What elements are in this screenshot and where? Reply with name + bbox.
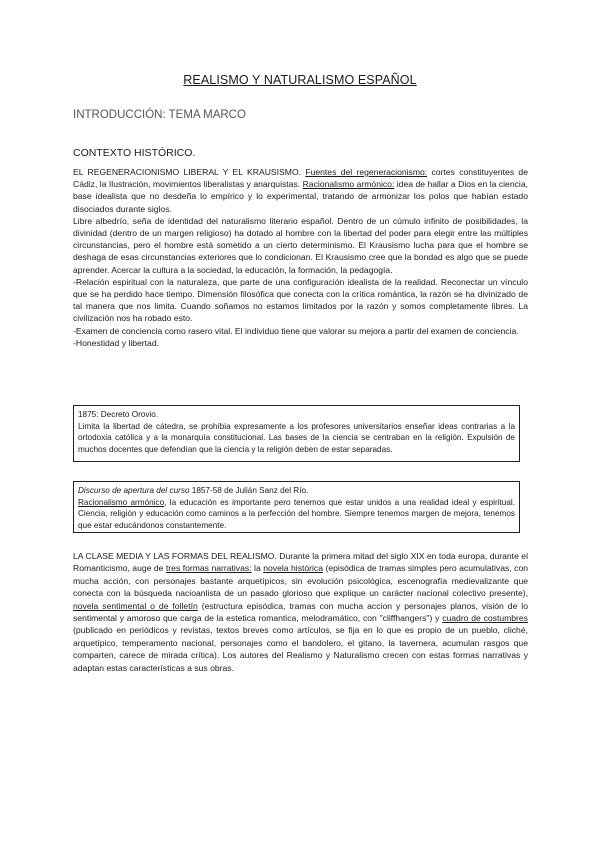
box-body-text: , la educación es importante pero tenemos que estar unidos a una realidad ideal y espiritual. Ciencia, religión y educación como caminos a la perfección del hombre. Siempre tenemos margen de mejora, tenemos que estar educándonos constantemente. bbox=[78, 497, 516, 530]
underlined-term: Racionalismo armónico bbox=[78, 497, 165, 507]
paragraph-text: LA CLASE MEDIA Y LAS FORMAS DEL REALISMO. Durante la primera mitad del siglo XIX en toda europa, durante el Romanticismo, auge de bbox=[73, 551, 528, 574]
underlined-term: tres formas narrativas: bbox=[165, 563, 252, 574]
paragraph-naturaleza: -Relación espiritual con la naturaleza, que parte de una configuración idealista de la realidad. Reconectar un vínculo que se ha perdido hace tiempo. Dimensión filosófica que conecta con la crítica romántica, la razón se ha divinizado de tal manera que nos limita. Cuando soñamos no estamos limitados por la razón y somos completamente libres. La civilización nos ha robado esto. bbox=[73, 276, 528, 324]
box-heading: 1875: Decreto Orovio. bbox=[78, 410, 159, 419]
box-body: Limita la libertad de cátedra, se prohíbia expresamente a los profesores universitarios enseñar ideas contrarias a la ortodoxia católica y a la monarquía constitucional. Las bases de la ciencia se centraban en la religión. Expulsión de muchos docentes que defendían que la ciencia y la religión deben de estar separadas. bbox=[78, 421, 515, 454]
underlined-term: Fuentes del regeneracionismo: bbox=[305, 167, 428, 177]
paragraph-text: (publicado en periódicos y revistas, textos breves como artículos, se fija en lo que es propio de un pueblo, cliché, arquetípico, temperamento nacional, personajes como el bandolero, el gitano, la tavernera, acumulan rasgos que comparten, carece de mirada crítica). Los autores del Realismo y Naturalismo crecen con estas formas narrativas y adaptan estas características a sus obras. bbox=[73, 625, 528, 673]
paragraph-lead: EL REGENERACIONISMO LIBERAL Y EL KRAUSISMO. bbox=[73, 167, 306, 177]
box-body bbox=[78, 497, 515, 532]
paragraph-examen: -Examen de conciencia como rasero vital. El individuo tiene que valorar su mejora a partir del examen de conciencia. bbox=[73, 325, 519, 336]
context-section bbox=[73, 166, 528, 349]
underlined-term: novela sentimental o de folletín bbox=[73, 600, 198, 611]
section-heading: CONTEXTO HISTÓRICO. bbox=[73, 147, 196, 159]
box-heading-italic: Discurso de apertura del curso bbox=[78, 486, 190, 495]
paragraph-text: idea de hallar a Dios en la ciencia, base idealista que no desdeña lo empírico y lo experimental, tratando de armonizar los polos que habían estado disociados durante siglos. bbox=[73, 179, 528, 214]
paragraph-honestidad: -Honestidad y libertad. bbox=[73, 337, 159, 348]
paragraph-text: cortes constituyentes de Cádiz, la Ilustración, movimientos liberalistas y anarquistas. bbox=[73, 167, 528, 190]
underlined-term: novela histórica bbox=[263, 563, 324, 574]
realism-section bbox=[73, 550, 528, 674]
document-title: REALISMO Y NATURALISMO ESPAÑOL bbox=[183, 73, 417, 87]
paragraph-text: (episódica de tramas simples pero acumulativas, con mucha acción, con personajes bastante arquetípicos, sin evolución psicológica, escenografía medievalizante que conecta con la búsqueda nacioanlista de un pasado glorioso que explique un carácter nacional colectivo presente), bbox=[73, 563, 529, 599]
box-heading-rest: 1857-58 de Julián Sanz del Río. bbox=[189, 486, 309, 495]
document-subtitle: INTRODUCCIÓN: TEMA MARCO bbox=[73, 109, 246, 121]
paragraph-clase-media bbox=[73, 550, 528, 674]
underlined-term: Racionalismo armónico: bbox=[302, 179, 395, 190]
discurso-apertura-box bbox=[73, 481, 520, 533]
paragraph-text: la bbox=[251, 563, 264, 574]
paragraph-regeneracionismo bbox=[73, 166, 528, 215]
underlined-term: cuadro de costumbres bbox=[442, 613, 528, 624]
decreto-orovio-box bbox=[73, 405, 520, 462]
box-heading bbox=[78, 485, 515, 497]
paragraph-libre-albedrio: Libre albedrío, seña de identidad del naturalismo literario español. Dentro de un cúmulo infinito de posibilidades, la divinidad (dentro de un margen religioso) ha dotado al hombre con la libertad del poder para elegir entre las múltiples circunstancias, pero el hombre está sometido a un cierto determinismo. El Krausismo lucha para que el hombre se deshaga de esas circunstancias exteriores que lo condicionan. El Krausismo cree que la bondad es algo que se puede aprender. Acercar la cultura a la sociedad, la educación, la formación, la pedagogía. bbox=[73, 215, 528, 275]
paragraph-text: (estructura episódica, tramas con mucha accion y personajes planos, visión de lo sentimental y amoroso que carga de la estetica romantica, melodramático, con "cliffhangers") y bbox=[73, 600, 528, 624]
